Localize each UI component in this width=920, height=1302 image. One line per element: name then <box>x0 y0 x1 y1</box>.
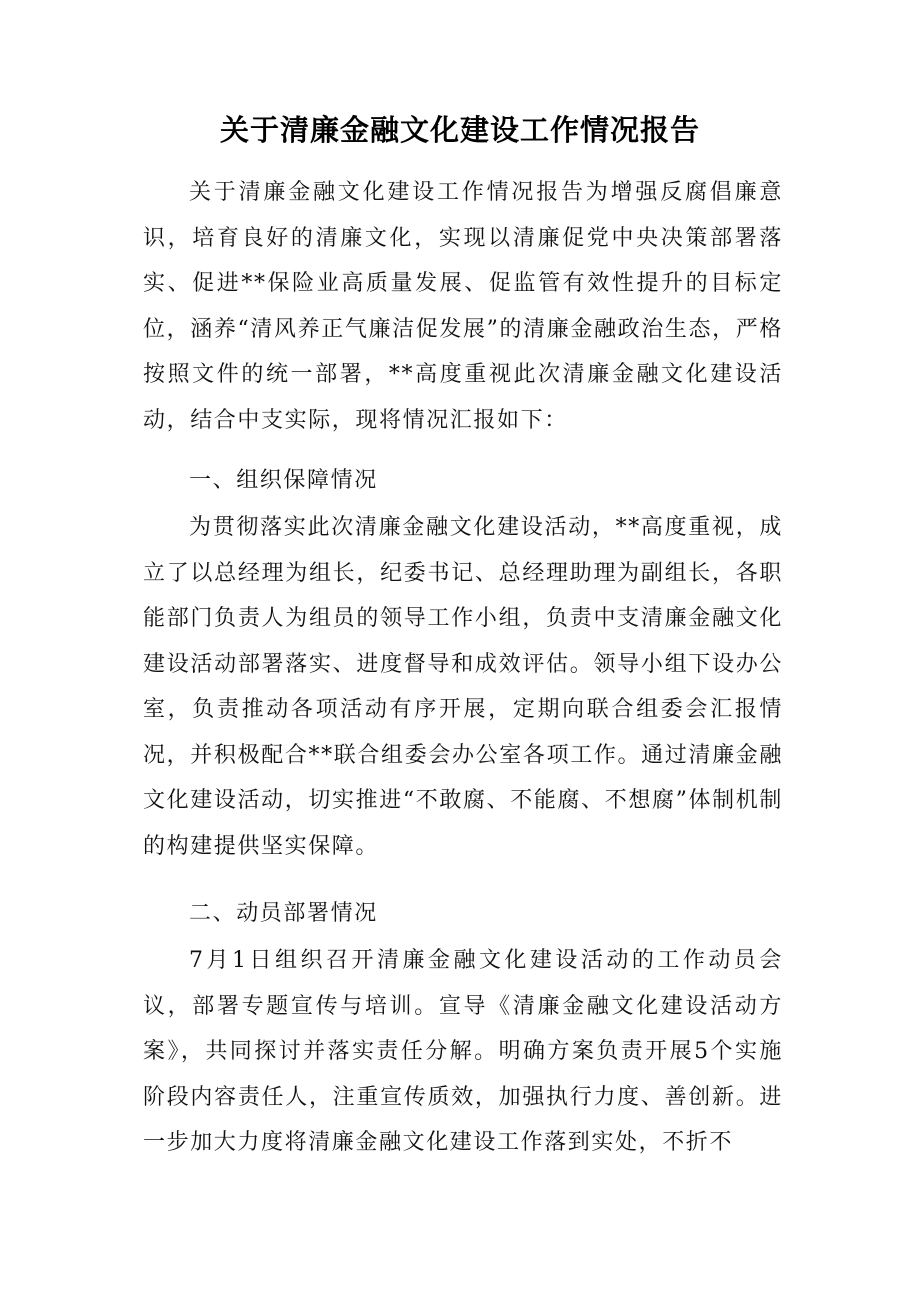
section-body-mobilization: 7月1日组织召开清廉金融文化建设活动的工作动员会议，部署专题宣传与培训。宣导《清廉金融文化建设活动方案》，共同探讨并落实责任分解。明确方案负责开展5个实施阶段内容责任人，注重宣传质效，加强执行力度、善创新。进一步加大力度将清廉金融文化建设工作落到实处，不折不 <box>143 948 783 1155</box>
document-title: 关于清廉金融文化建设工作情况报告 <box>219 113 700 147</box>
section-heading-mobilization: 二、动员部署情况 <box>189 901 378 926</box>
section-heading-organization: 一、组织保障情况 <box>189 468 378 493</box>
section-body-organization: 为贯彻落实此次清廉金融文化建设活动，**高度重视，成立了以总经理为组长，纪委书记、总经理助理为副组长，各职能部门负责人为组员的领导工作小组，负责中支清廉金融文化建设活动部署落实、进度督导和成效评估。领导小组下设办公室，负责推动各项活动有序开展，定期向联合组委会汇报情况，并积极配合**联合组委会办公室各项工作。通过清廉金融文化建设活动，切实推进“不敢腐、不能腐、不想腐”体制机制的构建提供坚实保障。 <box>143 515 783 859</box>
intro-paragraph: 关于清廉金融文化建设工作情况报告为增强反腐倡廉意识，培育良好的清廉文化，实现以清廉促党中央决策部署落实、促进**保险业高质量发展、促监管有效性提升的目标定位，涵养“清风养正气廉洁促发展”的清廉金融政治生态，严格按照文件的统一部署，**高度重视此次清廉金融文化建设活动，结合中支实际，现将情况汇报如下： <box>143 180 783 433</box>
